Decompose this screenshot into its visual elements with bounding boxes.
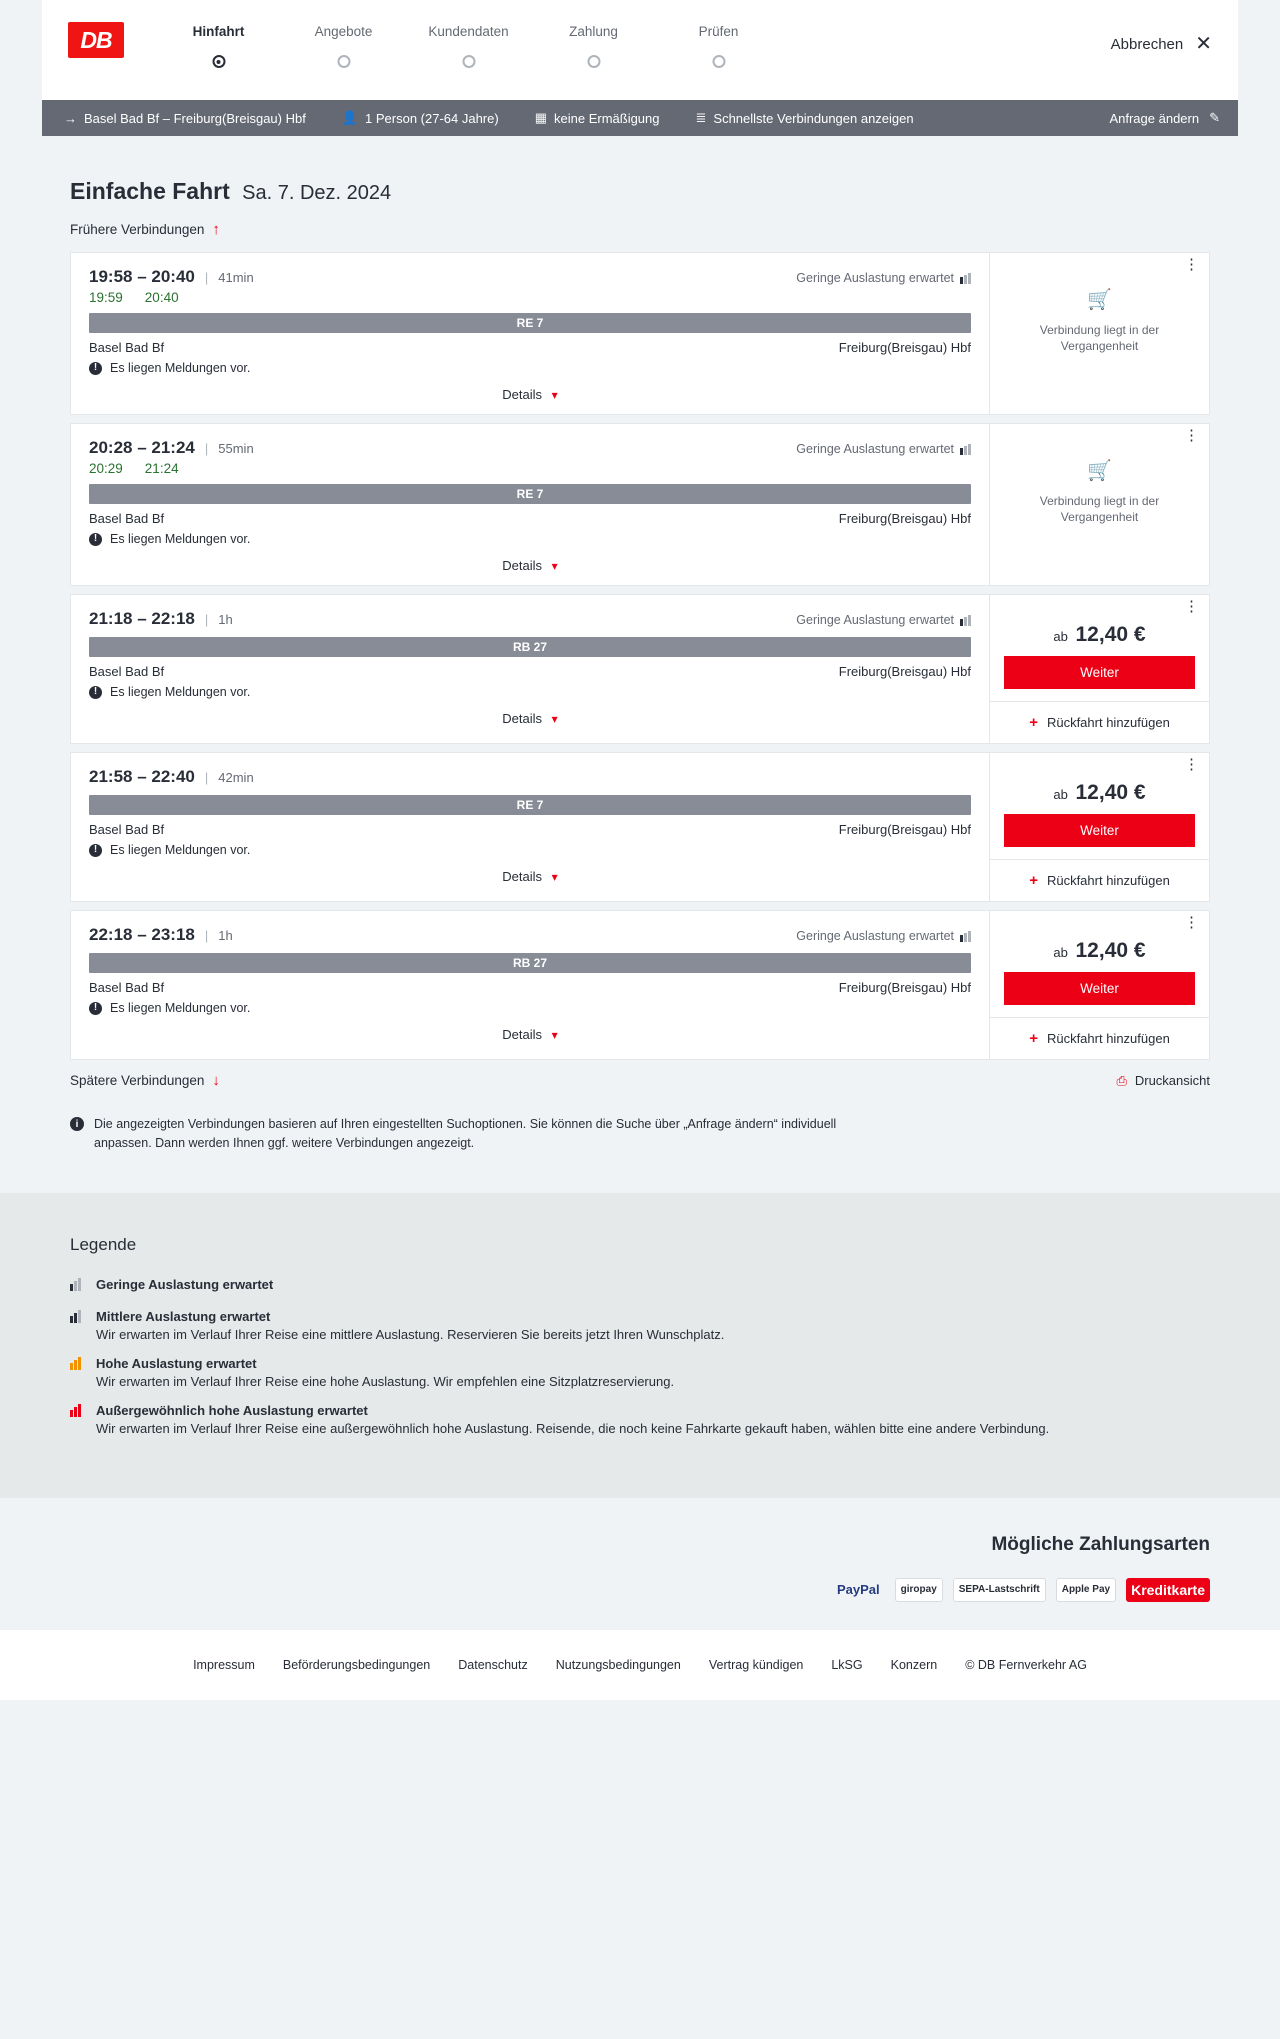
details-toggle[interactable] bbox=[89, 558, 971, 577]
connection-row[interactable] bbox=[70, 594, 1210, 744]
more-options-icon[interactable]: ⋮ bbox=[1184, 256, 1199, 273]
summary-discount-label: keine Ermäßigung bbox=[554, 110, 660, 126]
train-badge: RB 27 bbox=[89, 637, 971, 657]
occupancy-indicator bbox=[796, 929, 971, 943]
station-row bbox=[89, 980, 971, 995]
connection-details: 21:58 – 22:40 | 42min RE 7 Basel Bad Bf Freiburg(Breisgau) Hbf ! Es liegen Meldungen vor. Details ▾ bbox=[71, 753, 989, 901]
connection-duration: 41min bbox=[218, 270, 254, 285]
cart-icon: 🛒 bbox=[1087, 460, 1112, 482]
continue-button[interactable]: Weiter bbox=[1004, 972, 1195, 1005]
more-options-icon[interactable]: ⋮ bbox=[1184, 598, 1199, 615]
notice-label: Es liegen Meldungen vor. bbox=[110, 1001, 251, 1015]
arrow-right-icon: → bbox=[64, 110, 77, 126]
train-badge: RE 7 bbox=[89, 795, 971, 815]
summary-sorting[interactable] bbox=[678, 110, 932, 126]
cancel-label: Abbrechen bbox=[1110, 35, 1184, 53]
legend-item-desc: Wir erwarten im Verlauf Ihrer Reise eine hohe Auslastung. Wir empfehlen eine Sitzplatzreservierung. bbox=[96, 1373, 675, 1389]
info-icon: ! bbox=[89, 844, 102, 857]
db-logo[interactable]: DB bbox=[68, 22, 124, 58]
chevron-down-icon: ▾ bbox=[551, 1028, 558, 1042]
past-connection-label: Verbindung liegt in der Vergangenheit bbox=[1039, 494, 1160, 525]
connection-details: 19:58 – 20:40 | 41min Geringe Auslastung erwartet 19:59 20:40 RE 7 Basel Bad Bf Freiburg(Breisgau) Hbf ! Es liegen Meldungen vor. Details ▾ bbox=[71, 253, 989, 414]
info-icon: ! bbox=[89, 686, 102, 699]
occupancy-icon bbox=[960, 930, 971, 942]
page-title-text: Einfache Fahrt bbox=[70, 178, 230, 204]
connection-action bbox=[989, 911, 1209, 1059]
occupancy-label: Geringe Auslastung erwartet bbox=[796, 271, 954, 285]
occupancy-icon bbox=[960, 272, 971, 284]
summary-passengers-label: 1 Person (27-64 Jahre) bbox=[365, 110, 499, 126]
notice-row[interactable] bbox=[89, 361, 971, 375]
departure-station: Basel Bad Bf bbox=[89, 980, 165, 995]
later-connections-button[interactable] bbox=[70, 1072, 220, 1089]
legend-item-title: Außergewöhnlich hohe Auslastung erwartet bbox=[96, 1402, 368, 1418]
edit-search-button[interactable] bbox=[1109, 110, 1220, 126]
past-connection-label: Verbindung liegt in der Vergangenheit bbox=[1039, 323, 1160, 354]
station-row bbox=[89, 822, 971, 837]
notice-label: Es liegen Meldungen vor. bbox=[110, 532, 251, 546]
search-hint bbox=[70, 1115, 860, 1153]
connection-row[interactable] bbox=[70, 252, 1210, 415]
step-pruefen[interactable] bbox=[656, 24, 781, 55]
payment-icons bbox=[70, 1578, 1210, 1602]
payment-title: Mögliche Zahlungsarten bbox=[991, 1533, 1210, 1555]
search-hint-text: Die angezeigten Verbindungen basieren auf Ihren eingestellten Suchoptionen. Sie können die Suche über „Anfrage ändern“ individuell anpassen. Dann werden Ihnen ggf. weitere Verbindungen angezeigt. bbox=[94, 1117, 837, 1150]
summary-passengers[interactable] bbox=[324, 110, 517, 126]
step-label: Angebote bbox=[314, 24, 373, 39]
legend-item-title: Geringe Auslastung erwartet bbox=[96, 1276, 274, 1292]
connection-time: 22:18 – 23:18 bbox=[89, 925, 195, 944]
connection-list bbox=[70, 252, 1210, 1060]
person-icon: 👤 bbox=[341, 110, 359, 125]
arrival-station: Freiburg(Breisgau) Hbf bbox=[838, 511, 971, 526]
add-return-trip-label: Rückfahrt hinzufügen bbox=[1046, 1031, 1170, 1046]
departure-station: Basel Bad Bf bbox=[89, 340, 165, 355]
arrival-station: Freiburg(Breisgau) Hbf bbox=[838, 980, 971, 995]
arrival-station: Freiburg(Breisgau) Hbf bbox=[838, 340, 971, 355]
legend-item-title: Mittlere Auslastung erwartet bbox=[96, 1308, 271, 1324]
step-dot bbox=[712, 55, 725, 68]
legend-item bbox=[70, 1403, 1210, 1436]
connection-duration: 42min bbox=[218, 770, 254, 785]
summary-sorting-label: Schnellste Verbindungen anzeigen bbox=[713, 110, 914, 126]
train-badge: RE 7 bbox=[89, 484, 971, 504]
notice-label: Es liegen Meldungen vor. bbox=[110, 361, 251, 375]
connection-time: 21:18 – 22:18 bbox=[89, 609, 195, 628]
train-badge: RB 27 bbox=[89, 953, 971, 973]
details-toggle[interactable] bbox=[89, 1027, 971, 1046]
details-label: Details bbox=[502, 387, 543, 402]
connection-duration: 55min bbox=[218, 441, 254, 456]
plus-icon: + bbox=[1029, 1030, 1038, 1047]
connection-time: 19:58 – 20:40 bbox=[89, 267, 195, 286]
details-label: Details bbox=[502, 558, 543, 573]
cancel-button[interactable] bbox=[1111, 34, 1212, 54]
departure-station: Basel Bad Bf bbox=[89, 664, 165, 679]
notice-label: Es liegen Meldungen vor. bbox=[110, 685, 251, 699]
footer-link-vertrag-kuendigen[interactable]: Vertrag kündigen bbox=[708, 1657, 804, 1672]
occupancy-indicator bbox=[796, 442, 971, 456]
earlier-connections-label: Frühere Verbindungen bbox=[70, 222, 205, 237]
add-return-trip-button[interactable] bbox=[990, 859, 1209, 901]
info-icon: ! bbox=[89, 362, 102, 375]
realtime-times bbox=[89, 290, 971, 305]
page-title bbox=[70, 178, 1238, 205]
step-label: Hinfahrt bbox=[192, 24, 245, 39]
step-label: Kundendaten bbox=[428, 24, 509, 39]
print-view-button[interactable] bbox=[1116, 1073, 1210, 1089]
step-dot bbox=[462, 55, 475, 68]
summary-route[interactable] bbox=[60, 111, 324, 126]
footer bbox=[0, 1630, 1280, 1700]
card-icon: ▦ bbox=[534, 110, 547, 125]
legend-item bbox=[70, 1356, 1210, 1389]
past-connection-notice bbox=[1004, 287, 1195, 354]
legend-item-desc: Wir erwarten im Verlauf Ihrer Reise eine mittlere Auslastung. Reservieren Sie bereits jetzt Ihren Wunschplatz. bbox=[96, 1326, 725, 1342]
continue-button[interactable]: Weiter bbox=[1004, 656, 1195, 689]
footer-link-datenschutz[interactable]: Datenschutz bbox=[458, 1657, 528, 1672]
cart-icon: 🛒 bbox=[1087, 289, 1112, 311]
arrival-station: Freiburg(Breisgau) Hbf bbox=[838, 664, 971, 679]
legend-item bbox=[70, 1309, 1210, 1342]
print-view-label: Druckansicht bbox=[1134, 1073, 1210, 1088]
realtime-times bbox=[89, 461, 971, 476]
plus-icon: + bbox=[1029, 714, 1038, 731]
details-label: Details bbox=[502, 711, 543, 726]
footer-link-impressum[interactable]: Impressum bbox=[193, 1657, 255, 1672]
step-label: Zahlung bbox=[569, 24, 618, 39]
notice-row[interactable] bbox=[89, 843, 971, 857]
info-icon: i bbox=[70, 1117, 84, 1131]
step-hinfahrt[interactable] bbox=[156, 24, 281, 55]
price-value: 12,40 € bbox=[1075, 781, 1146, 804]
notice-label: Es liegen Meldungen vor. bbox=[110, 843, 251, 857]
step-dot bbox=[337, 55, 350, 68]
footer-link-befoerderungsbedingungen[interactable]: Beförderungsbedingungen bbox=[282, 1657, 431, 1672]
step-kundendaten[interactable] bbox=[406, 24, 531, 55]
add-return-trip-button[interactable] bbox=[990, 701, 1209, 743]
summary-discount[interactable] bbox=[517, 110, 678, 126]
plus-icon: + bbox=[1029, 872, 1038, 889]
apple-pay-icon: Apple Pay bbox=[1056, 1578, 1116, 1602]
info-icon: ! bbox=[89, 1002, 102, 1015]
connection-duration: 1h bbox=[218, 928, 233, 943]
paypal-icon: PayPal bbox=[836, 1582, 880, 1597]
earlier-connections-button[interactable] bbox=[70, 221, 220, 238]
continue-button[interactable]: Weiter bbox=[1004, 814, 1195, 847]
price-label bbox=[1004, 781, 1195, 805]
realtime-departure: 20:29 bbox=[89, 461, 123, 476]
connection-row[interactable] bbox=[70, 423, 1210, 586]
close-icon[interactable]: ✕ bbox=[1195, 33, 1212, 55]
chevron-down-icon: ▾ bbox=[551, 712, 558, 726]
payment-section bbox=[0, 1498, 1280, 1630]
edit-search-label: Anfrage ändern bbox=[1109, 110, 1200, 126]
step-angebote[interactable] bbox=[281, 24, 406, 55]
giropay-icon: giropay bbox=[895, 1578, 943, 1602]
departure-station: Basel Bad Bf bbox=[89, 822, 165, 837]
connection-time: 21:58 – 22:40 bbox=[89, 767, 195, 786]
sliders-icon: ≣ bbox=[695, 110, 707, 125]
legend-item bbox=[70, 1277, 1210, 1295]
chevron-down-icon: ▾ bbox=[551, 559, 558, 573]
add-return-trip-label: Rückfahrt hinzufügen bbox=[1046, 715, 1170, 730]
departure-station: Basel Bad Bf bbox=[89, 511, 165, 526]
more-options-icon[interactable]: ⋮ bbox=[1184, 914, 1199, 931]
chevron-down-icon: ▾ bbox=[551, 870, 558, 884]
summary-route-label: Basel Bad Bf – Freiburg(Breisgau) Hbf bbox=[84, 110, 306, 126]
occupancy-label: Geringe Auslastung erwartet bbox=[796, 613, 954, 627]
notice-row[interactable] bbox=[89, 685, 971, 699]
occupancy-label: Geringe Auslastung erwartet bbox=[796, 442, 954, 456]
past-connection-notice bbox=[1004, 458, 1195, 525]
list-footer bbox=[70, 1072, 1210, 1089]
connection-row[interactable] bbox=[70, 752, 1210, 902]
add-return-trip-button[interactable] bbox=[990, 1017, 1209, 1059]
search-summary-bar bbox=[42, 100, 1238, 136]
details-toggle[interactable] bbox=[89, 869, 971, 888]
header bbox=[42, 0, 1238, 100]
connection-details: 20:28 – 21:24 | 55min Geringe Auslastung erwartet 20:29 21:24 RE 7 Basel Bad Bf Freiburg(Breisgau) Hbf ! Es liegen Meldungen vor. Details ▾ bbox=[71, 424, 989, 585]
realtime-arrival: 20:40 bbox=[144, 290, 179, 305]
station-row bbox=[89, 511, 971, 526]
price-value: 12,40 € bbox=[1075, 623, 1146, 646]
details-toggle[interactable] bbox=[89, 387, 971, 406]
main-content bbox=[0, 178, 1280, 1193]
connection-time: 20:28 – 21:24 bbox=[89, 438, 195, 457]
price-prefix: ab bbox=[1053, 787, 1068, 802]
occupancy-icon bbox=[960, 443, 971, 455]
more-options-icon[interactable]: ⋮ bbox=[1184, 756, 1199, 773]
notice-row[interactable] bbox=[89, 1001, 971, 1015]
connection-row[interactable] bbox=[70, 910, 1210, 1060]
pencil-icon: ✎ bbox=[1209, 110, 1220, 125]
occupancy-very-high-icon bbox=[70, 1404, 84, 1417]
info-icon: ! bbox=[89, 533, 102, 546]
arrow-down-icon: ↓ bbox=[212, 1072, 220, 1089]
footer-link-lksg[interactable]: LkSG bbox=[831, 1657, 863, 1672]
checkout-stepper bbox=[156, 24, 781, 55]
footer-copyright: © DB Fernverkehr AG bbox=[965, 1657, 1087, 1672]
connection-action bbox=[989, 424, 1209, 585]
occupancy-high-icon bbox=[70, 1357, 84, 1370]
connection-duration: 1h bbox=[218, 612, 233, 627]
price-prefix: ab bbox=[1053, 629, 1068, 644]
later-connections-label: Spätere Verbindungen bbox=[70, 1073, 205, 1088]
footer-link-konzern[interactable]: Konzern bbox=[890, 1657, 938, 1672]
occupancy-low-icon bbox=[70, 1278, 84, 1291]
details-toggle[interactable] bbox=[89, 711, 971, 730]
arrival-station: Freiburg(Breisgau) Hbf bbox=[838, 822, 971, 837]
train-badge: RE 7 bbox=[89, 313, 971, 333]
chevron-down-icon: ▾ bbox=[551, 388, 558, 402]
connection-details: 21:18 – 22:18 | 1h Geringe Auslastung erwartet RB 27 Basel Bad Bf Freiburg(Breisgau) Hbf ! Es liegen Meldungen vor. Details ▾ bbox=[71, 595, 989, 743]
price-value: 12,40 € bbox=[1075, 939, 1146, 962]
legend-item-title: Hohe Auslastung erwartet bbox=[96, 1355, 257, 1371]
details-label: Details bbox=[502, 869, 543, 884]
connection-action bbox=[989, 753, 1209, 901]
connection-action bbox=[989, 595, 1209, 743]
step-dot bbox=[212, 55, 225, 68]
details-label: Details bbox=[502, 1027, 543, 1042]
sepa-icon: SEPA-Lastschrift bbox=[953, 1578, 1046, 1602]
realtime-departure: 19:59 bbox=[89, 290, 123, 305]
notice-row[interactable] bbox=[89, 532, 971, 546]
realtime-arrival: 21:24 bbox=[144, 461, 179, 476]
legend-section bbox=[0, 1193, 1280, 1498]
step-zahlung[interactable] bbox=[531, 24, 656, 55]
connection-details: 22:18 – 23:18 | 1h Geringe Auslastung erwartet RB 27 Basel Bad Bf Freiburg(Breisgau) Hbf ! Es liegen Meldungen vor. Details ▾ bbox=[71, 911, 989, 1059]
step-dot bbox=[587, 55, 600, 68]
add-return-trip-label: Rückfahrt hinzufügen bbox=[1046, 873, 1170, 888]
occupancy-indicator bbox=[796, 271, 971, 285]
more-options-icon[interactable]: ⋮ bbox=[1184, 427, 1199, 444]
occupancy-icon bbox=[960, 614, 971, 626]
occupancy-label: Geringe Auslastung erwartet bbox=[796, 929, 954, 943]
arrow-up-icon: ↑ bbox=[212, 221, 220, 238]
footer-link-nutzungsbedingungen[interactable]: Nutzungsbedingungen bbox=[555, 1657, 681, 1672]
credit-card-icon: Kreditkarte bbox=[1126, 1578, 1210, 1602]
legend-title: Legende bbox=[70, 1234, 137, 1254]
legend-item-desc: Wir erwarten im Verlauf Ihrer Reise eine außergewöhnlich hohe Auslastung. Reisende, die noch keine Fahrkarte gekauft haben, wählen bitte eine andere Verbindung. bbox=[96, 1420, 1050, 1436]
page-title-date: Sa. 7. Dez. 2024 bbox=[242, 182, 392, 204]
price-prefix: ab bbox=[1053, 945, 1068, 960]
occupancy-indicator bbox=[796, 613, 971, 627]
connection-action bbox=[989, 253, 1209, 414]
station-row bbox=[89, 664, 971, 679]
occupancy-medium-icon bbox=[70, 1310, 84, 1323]
printer-icon: ⎙ bbox=[1116, 1072, 1127, 1088]
price-label bbox=[1004, 623, 1195, 647]
station-row bbox=[89, 340, 971, 355]
step-label: Prüfen bbox=[698, 24, 739, 39]
price-label bbox=[1004, 939, 1195, 963]
